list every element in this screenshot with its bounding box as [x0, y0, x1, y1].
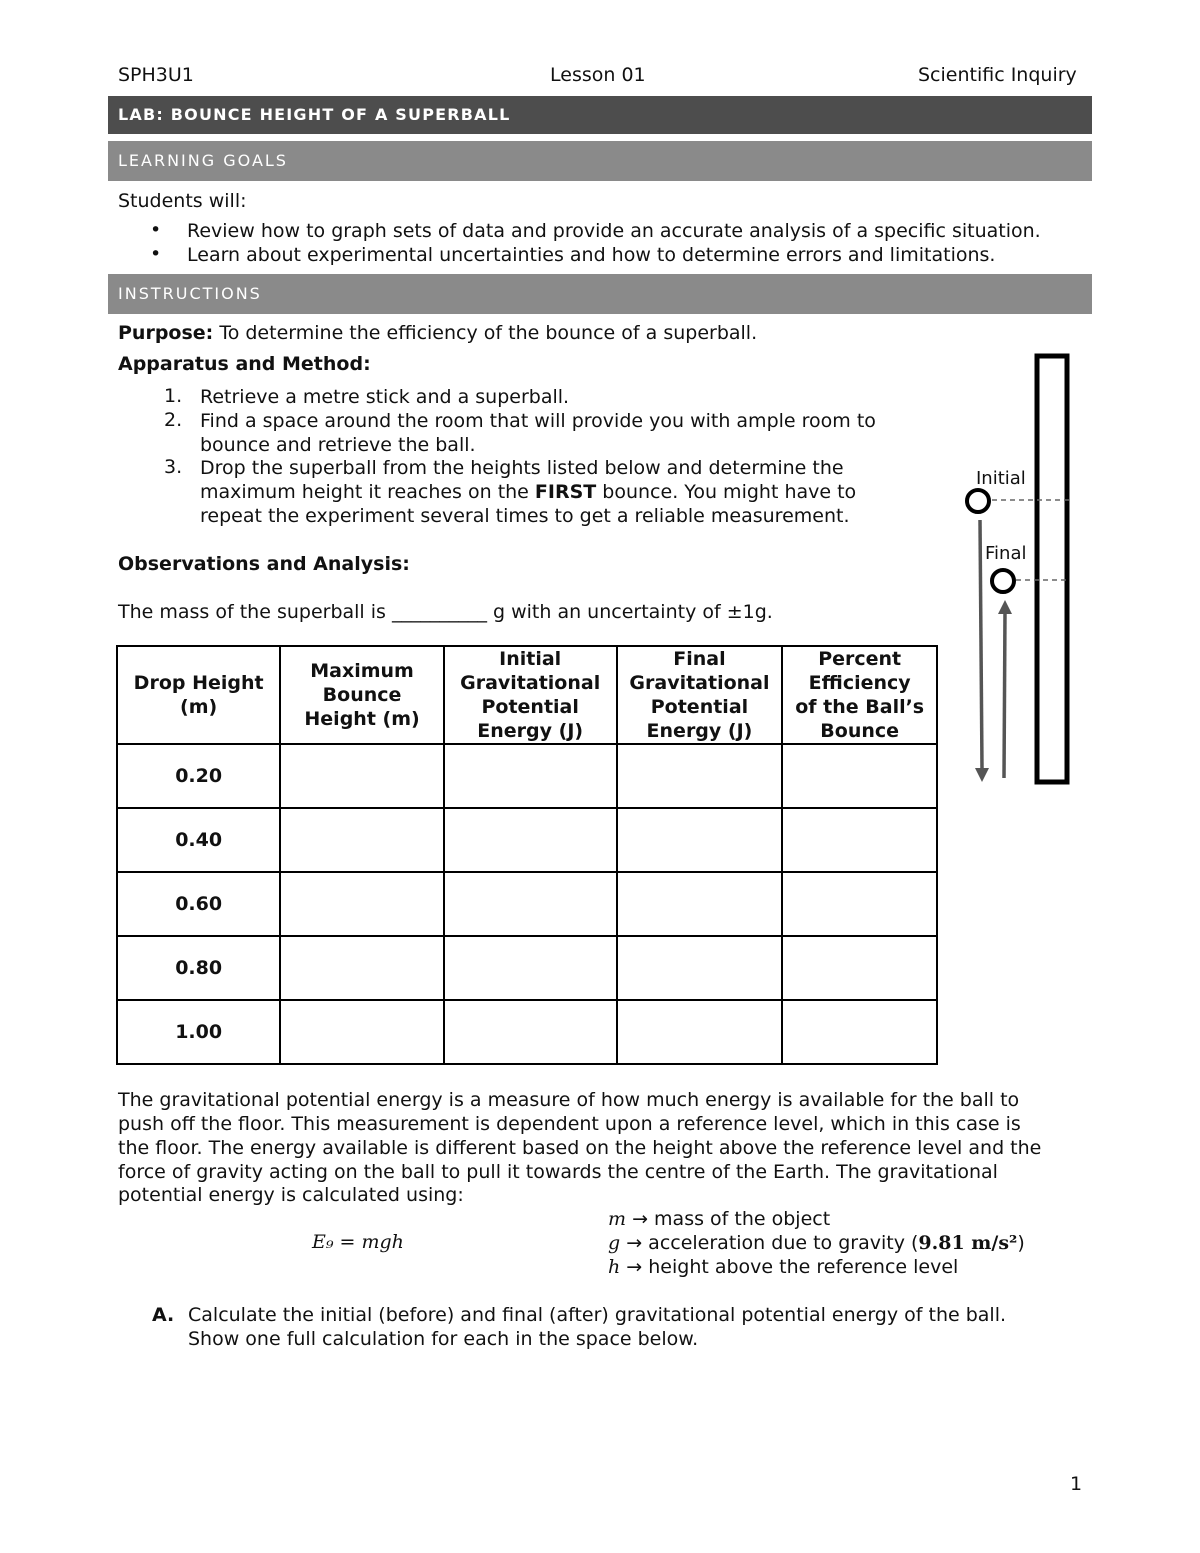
metre-stick — [1037, 356, 1067, 782]
header-initial-gpe: Initial Gravitational Potential Energy (J) — [444, 646, 617, 744]
blank-cell[interactable] — [782, 1000, 937, 1064]
blank-cell[interactable] — [280, 936, 444, 1000]
goal-item: Learn about experimental uncertainties and how to determine errors and limitations. — [187, 244, 996, 266]
goals-intro: Students will: — [118, 190, 247, 212]
down-arrow-icon — [975, 768, 989, 782]
bounce-arrow-line — [1004, 612, 1005, 778]
blank-cell[interactable] — [782, 744, 937, 808]
paragraph-line: push off the floor. This measurement is dependent upon a reference level, which in this case is — [118, 1113, 1021, 1135]
blank-cell[interactable] — [444, 744, 617, 808]
blank-cell[interactable] — [617, 744, 783, 808]
step-number: 3. — [164, 456, 183, 478]
table-row — [117, 936, 937, 1000]
paragraph-line: potential energy is calculated using: — [118, 1184, 464, 1206]
ball-final-icon — [992, 570, 1014, 592]
formula-def-close: ) — [1017, 1232, 1025, 1254]
step-text: repeat the experiment several times to get a reliable measurement. — [200, 505, 850, 527]
step-text-part: maximum height it reaches on the — [200, 481, 535, 503]
observations-heading: Observations and Analysis: — [118, 553, 410, 575]
purpose-label: Purpose: — [118, 322, 214, 344]
blank-cell[interactable] — [782, 872, 937, 936]
step-text: bounce and retrieve the ball. — [200, 434, 476, 456]
label-initial: Initial — [976, 468, 1026, 489]
paragraph-line: The gravitational potential energy is a measure of how much energy is available for the ball to — [118, 1089, 1020, 1111]
drop-height-cell: 1.00 — [117, 1000, 280, 1064]
drop-height-cell: 0.20 — [117, 744, 280, 808]
header-max-bounce: Maximum Bounce Height (m) — [280, 646, 444, 744]
ball-initial-icon — [967, 490, 989, 512]
table-row — [117, 744, 937, 808]
label-final: Final — [985, 543, 1027, 564]
goal-item: Review how to graph sets of data and provide an accurate analysis of a specific situation. — [187, 220, 1041, 242]
formula-def-text: → height above the reference level — [626, 1256, 959, 1278]
blank-cell[interactable] — [444, 1000, 617, 1064]
formula-def — [608, 1207, 830, 1231]
step-text: Retrieve a metre stick and a superball. — [200, 386, 570, 408]
header-unit: Scientific Inquiry — [918, 64, 1077, 86]
instructions-bar: INSTRUCTIONS — [108, 274, 1092, 314]
table-row — [117, 1000, 937, 1064]
blank-cell[interactable] — [280, 808, 444, 872]
drop-height-cell: 0.80 — [117, 936, 280, 1000]
blank-cell[interactable] — [444, 936, 617, 1000]
blank-cell[interactable] — [280, 872, 444, 936]
blank-cell[interactable] — [444, 872, 617, 936]
blank-cell[interactable] — [782, 808, 937, 872]
step-text-bold: FIRST — [534, 481, 597, 503]
question-a-label: A. — [152, 1304, 175, 1326]
header-lesson: Lesson 01 — [550, 64, 646, 86]
purpose-text: To determine the efficiency of the bounce of a superball. — [219, 322, 758, 344]
table-row — [117, 808, 937, 872]
blank-cell[interactable] — [444, 808, 617, 872]
bullet-icon: • — [150, 219, 162, 241]
table-header-row — [117, 646, 937, 744]
learning-goals-bar: LEARNING GOALS — [108, 141, 1092, 181]
apparatus-heading: Apparatus and Method: — [118, 353, 371, 375]
formula-def-text: → mass of the object — [632, 1208, 831, 1230]
bullet-icon: • — [150, 243, 162, 265]
formula-def-text: → acceleration due to gravity ( — [626, 1232, 919, 1254]
step-number: 1. — [164, 385, 183, 407]
page-number: 1 — [1070, 1473, 1083, 1495]
step-text — [200, 480, 856, 504]
header-drop-height: Drop Height (m) — [117, 646, 280, 744]
question-a-text: Show one full calculation for each in the space below. — [188, 1328, 699, 1350]
up-arrow-icon — [998, 600, 1012, 614]
formula-symbol: m — [608, 1208, 627, 1230]
formula-def — [608, 1231, 1025, 1255]
blank-cell[interactable] — [617, 808, 783, 872]
drop-height-cell: 0.40 — [117, 808, 280, 872]
purpose-line — [118, 321, 757, 345]
drop-height-cell: 0.60 — [117, 872, 280, 936]
gravity-value: 9.81 m/s² — [918, 1232, 1018, 1254]
header-final-gpe: Final Gravitational Potential Energy (J) — [617, 646, 783, 744]
blank-cell[interactable] — [280, 744, 444, 808]
formula-equation: E₉ = mgh — [312, 1231, 404, 1253]
question-a-text: Calculate the initial (before) and final (after) gravitational potential energy of the ball. — [188, 1304, 1007, 1326]
data-table — [116, 645, 938, 1065]
step-text: Drop the superball from the heights listed below and determine the — [200, 457, 844, 479]
header-course: SPH3U1 — [118, 64, 194, 86]
header-percent-efficiency: Percent Efficiency of the Ball’s Bounce — [782, 646, 937, 744]
blank-cell[interactable] — [617, 1000, 783, 1064]
step-number: 2. — [164, 409, 183, 431]
blank-cell[interactable] — [280, 1000, 444, 1064]
step-text: Find a space around the room that will provide you with ample room to — [200, 410, 876, 432]
paragraph-line: the floor. The energy available is different based on the height above the reference level and the — [118, 1137, 1042, 1159]
formula-symbol: h — [608, 1256, 621, 1278]
mass-line: The mass of the superball is __________ g with an uncertainty of ±1g. — [118, 601, 773, 623]
step-text-part: bounce. You might have to — [596, 481, 857, 503]
blank-cell[interactable] — [782, 936, 937, 1000]
blank-cell[interactable] — [617, 872, 783, 936]
lab-title-bar: LAB: BOUNCE HEIGHT OF A SUPERBALL — [108, 96, 1092, 134]
paragraph-line: force of gravity acting on the ball to pull it towards the centre of the Earth. The gravitational — [118, 1161, 998, 1183]
blank-cell[interactable] — [617, 936, 783, 1000]
formula-def — [608, 1255, 958, 1279]
table-row — [117, 872, 937, 936]
bounce-diagram — [940, 340, 1090, 800]
drop-arrow-line — [980, 520, 982, 768]
formula-symbol: g — [608, 1232, 621, 1254]
